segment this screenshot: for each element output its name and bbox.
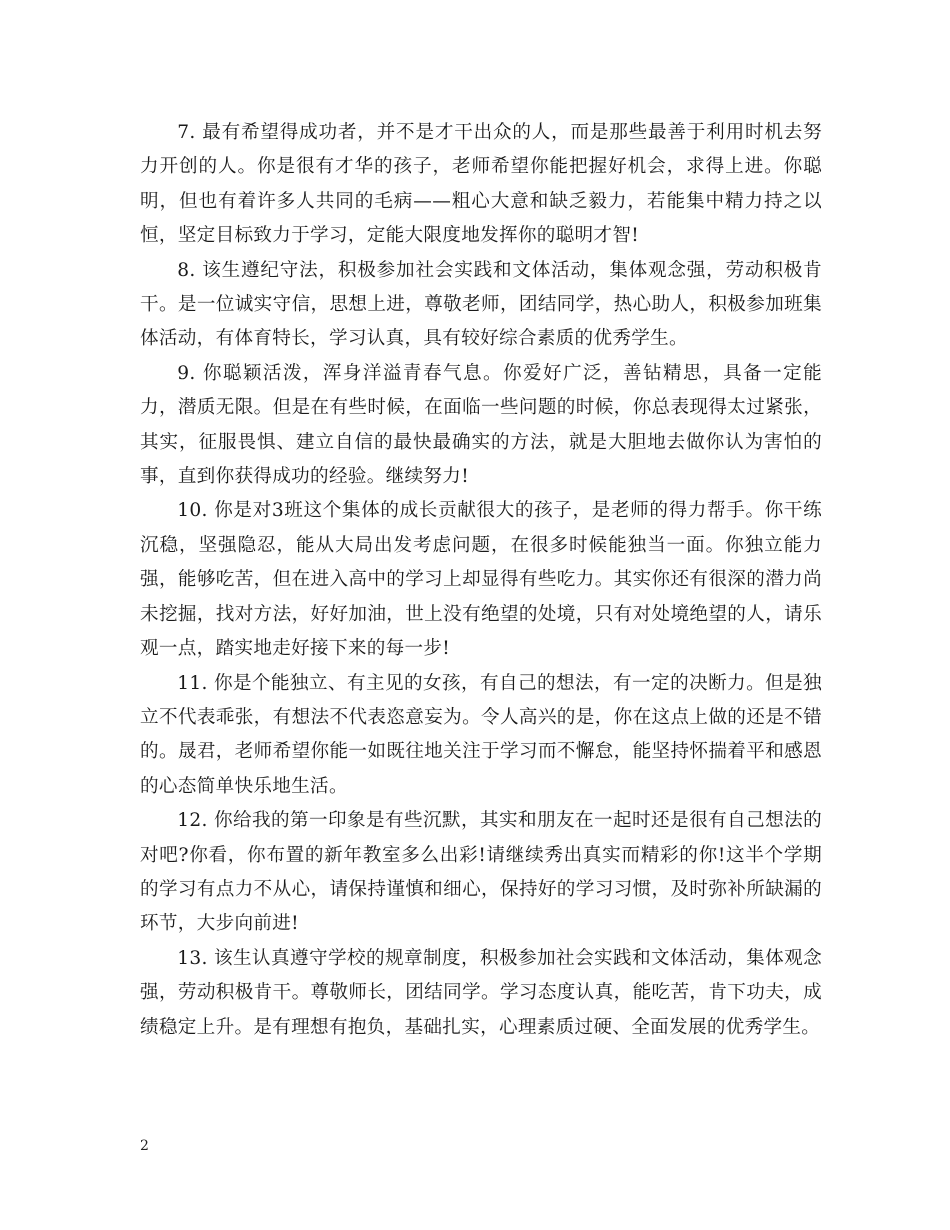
comment-paragraph-13: 13. 该生认真遵守学校的规章制度，积极参加社会实践和文体活动，集体观念强，劳动积极肯干。尊敬师长，团结同学。学习态度认真，能吃苦，肯下功夫，成绩稳定上升。是有理想有抱负，基础扎实，心理素质过硬、全面发展的优秀学生。 [140,947,822,1038]
comment-paragraph-10: 10. 你是对3班这个集体的成长贡献很大的孩子，是老师的得力帮手。你干练沉稳，坚强隐忍，能从大局出发考虑问题，在很多时候能独当一面。你独立能力强，能够吃苦，但在进入高中的学习上却显得有些吃力。其实你还有很深的潜力尚未挖掘，找对方法，好好加油，世上没有绝望的处境，只有对处境绝望的人，请乐观一点，踏实地走好接下来的每一步! [140,500,822,660]
document-body [140,116,822,1045]
comment-paragraph-9: 9. 你聪颖活泼，浑身洋溢青春气息。你爱好广泛，善钻精思，具备一定能力，潜质无限。但是在有些时候，在面临一些问题的时候，你总表现得太过紧张，其实，征服畏惧、建立自信的最快最确实的方法，就是大胆地去做你认为害怕的事，直到你获得成功的经验。继续努力! [140,362,822,488]
page-number: 2 [140,1138,149,1154]
comment-paragraph-7: 7. 最有希望得成功者，并不是才干出众的人，而是那些最善于利用时机去努力开创的人。你是很有才华的孩子，老师希望你能把握好机会，求得上进。你聪明，但也有着许多人共同的毛病——粗心大意和缺乏毅力，若能集中精力持之以恒，坚定目标致力于学习，定能大限度地发挥你的聪明才智! [140,122,822,247]
comment-paragraph-12: 12. 你给我的第一印象是有些沉默，其实和朋友在一起时还是很有自己想法的对吧?你看，你布置的新年教室多么出彩!请继续秀出真实而精彩的你!这半个学期的学习有点力不从心，请保持谨慎和细心，保持好的学习习惯，及时弥补所缺漏的环节，大步向前进! [140,810,822,935]
comment-paragraph-8: 8. 该生遵纪守法，积极参加社会实践和文体活动，集体观念强，劳动积极肯干。是一位诚实守信，思想上进，尊敬老师，团结同学，热心助人，积极参加班集体活动，有体育特长，学习认真，具有较好综合素质的优秀学生。 [140,259,822,350]
comment-paragraph-11: 11. 你是个能独立、有主见的女孩，有自己的想法，有一定的决断力。但是独立不代表乖张，有想法不代表恣意妄为。令人高兴的是，你在这点上做的还是不错的。晟君，老师希望你能一如既往地关注于学习而不懈怠，能坚持怀揣着平和感恩的心态简单快乐地生活。 [140,672,822,797]
